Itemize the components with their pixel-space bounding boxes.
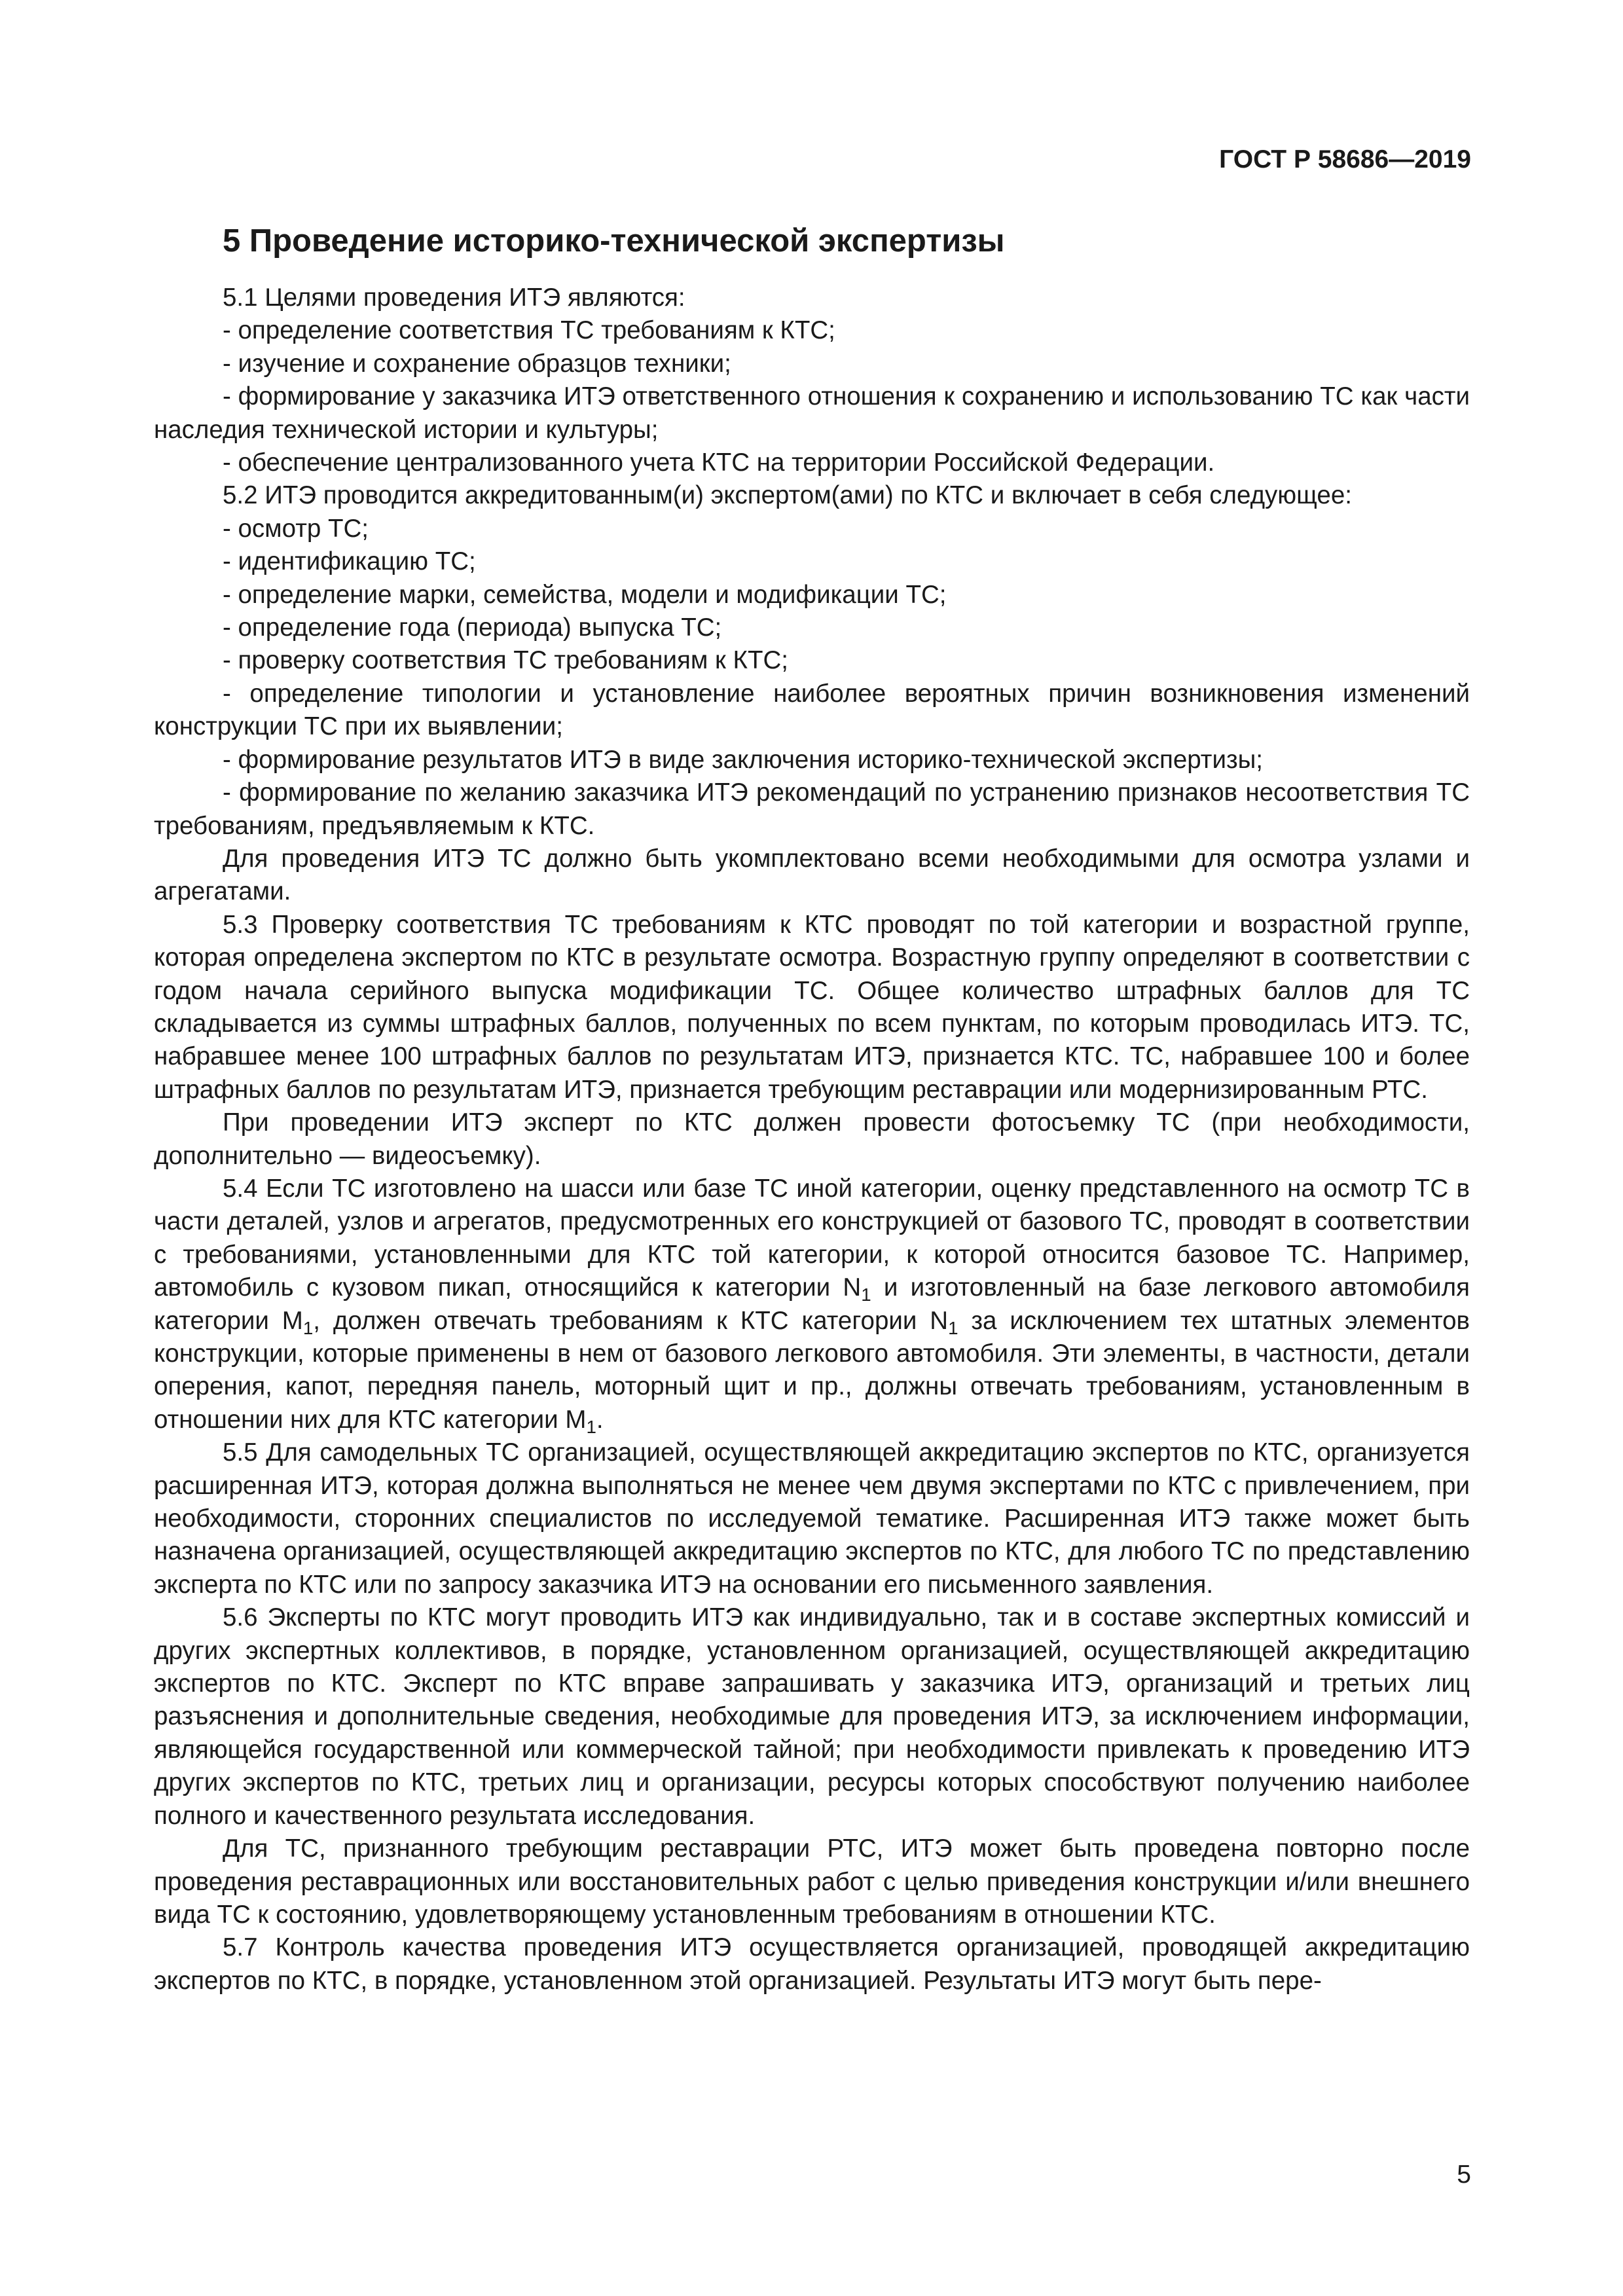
paragraph: 5.2 ИТЭ проводится аккредитованным(и) экспертом(ами) по КТС и включает в себя следующее:	[223, 481, 1352, 510]
list-item: - определение года (периода) выпуска ТС;	[223, 613, 722, 642]
list-item: - формирование результатов ИТЭ в виде заключения историко-технической экспертизы;	[223, 745, 1263, 774]
paragraph: 5.3 Проверку соответствия ТС требованиям к КТС проводят по той категории и возрастной группе, которая определена экспертом по КТС в результате осмотра. Возрастную группу определяют в соответствии с годом начала серийного выпуска модификации ТС. Общее количество штрафных баллов для ТС складывается из суммы штрафных баллов, полученных по всем пунктам, по которым проводилась ИТЭ. ТС, набравшее менее 100 штрафных баллов по результатам ИТЭ, признается КТС. ТС, набравшее 100 и более штрафных баллов по результатам ИТЭ, признается требующим реставрации или модернизированным РТС.	[154, 910, 1470, 1104]
page-number: 5	[1457, 2160, 1471, 2189]
list-item: - идентификацию ТС;	[223, 547, 476, 576]
paragraph: Для проведения ИТЭ ТС должно быть укомплектовано всеми необходимыми для осмотра узлами и агрегатами.	[154, 844, 1470, 906]
list-item: - осмотр ТС;	[223, 514, 369, 543]
paragraph: Для ТС, признанного требующим реставрации РТС, ИТЭ может быть проведена повторно после проведения реставрационных или восстановительных работ с целью приведения конструкции и/или внешнего вида ТС к состоянию, удовлетворяющему установленным требованиям в отношении КТС.	[154, 1834, 1470, 1929]
subscript: 1	[302, 1317, 314, 1338]
body-text	[154, 282, 1470, 1997]
list-item: - определение типологии и установление наиболее вероятных причин возникновения изменений конструкции ТС при их выявлении;	[154, 679, 1470, 741]
paragraph-5-4	[154, 1173, 1470, 1436]
document-header: ГОСТ Р 58686—2019	[1219, 145, 1471, 173]
subscript: 1	[861, 1284, 871, 1305]
list-item: - обеспечение централизованного учета КТС на территории Российской Федерации.	[223, 448, 1215, 477]
text-run: .	[596, 1405, 604, 1434]
list-item: - проверку соответствия ТС требованиям к КТС;	[223, 646, 788, 675]
paragraph: 5.6 Эксперты по КТС могут проводить ИТЭ как индивидуально, так и в составе экспертных комиссий и других экспертных коллективов, в порядке, установленном организацией, осуществляющей аккредитацию экспертов по КТС. Эксперт по КТС вправе запрашивать у заказчика ИТЭ, организаций и третьих лиц разъяснения и дополнительные сведения, необходимые для проведения ИТЭ, за исключением информации, являющейся государственной или коммерческой тайной; при необходимости привлекать к проведению ИТЭ других экспертов по КТС, третьих лиц и организации, ресурсы которых способствуют получению наиболее полного и качественного результата исследования.	[154, 1603, 1470, 1830]
subscript: 1	[586, 1416, 596, 1437]
text-run: 5.4 Если ТС изготовлено на шасси или базе ТС иной категории, оценку представленного на осмотр ТС в части деталей, узлов и агрегатов, предусмотренных его конструкцией от базового ТС, проводят в соответствии с требованиями, установленными для КТС той категории, к которой относится базовое ТС. Например, автомобиль с кузовом пикап, относящийся к категории N	[154, 1174, 1470, 1302]
subscript: 1	[948, 1317, 958, 1338]
list-item: - изучение и сохранение образцов техники;	[223, 349, 731, 378]
paragraph: 5.1 Целями проведения ИТЭ являются:	[223, 283, 685, 312]
text-run: , должен отвечать требованиям к КТС категории N	[313, 1306, 949, 1335]
paragraph: При проведении ИТЭ эксперт по КТС должен провести фотосъемку ТС (при необходимости, дополнительно — видеосъемку).	[154, 1108, 1470, 1170]
list-item: - определение соответствия ТС требованиям к КТС;	[223, 316, 835, 345]
list-item: - формирование у заказчика ИТЭ ответственного отношения к сохранению и использованию ТС как части наследия технической истории и культуры;	[154, 382, 1470, 444]
list-item: - определение марки, семейства, модели и модификации ТС;	[223, 580, 947, 609]
section-title: 5 Проведение историко-технической экспертизы	[223, 223, 1005, 259]
paragraph: 5.7 Контроль качества проведения ИТЭ осуществляется организацией, проводящей аккредитацию экспертов по КТС, в порядке, установленном этой организацией. Результаты ИТЭ могут быть пере-	[154, 1933, 1470, 1995]
paragraph: 5.5 Для самодельных ТС организацией, осуществляющей аккредитацию экспертов по КТС, организуется расширенная ИТЭ, которая должна выполняться не менее чем двумя экспертами по КТС с привлечением, при необходимости, сторонних специалистов по исследуемой тематике. Расширенная ИТЭ также может быть назначена организацией, осуществляющей аккредитацию экспертов по КТС, для любого ТС по представлению эксперта по КТС или по запросу заказчика ИТЭ на основании его письменного заявления.	[154, 1438, 1470, 1599]
list-item: - формирование по желанию заказчика ИТЭ рекомендаций по устранению признаков несоответствия ТС требованиям, предъявляемым к КТС.	[154, 778, 1470, 840]
text-run: за исключением тех штатных элементов конструкции, которые применены в нем от базового легкового автомобиля. Эти элементы, в частности, детали оперения, капот, передняя панель, моторный щит и пр., должны отвечать требованиям, установленным в отношении них для КТС категории M	[154, 1306, 1470, 1434]
text-run: и изготовленный на базе легкового автомобиля категории M	[154, 1273, 1470, 1335]
